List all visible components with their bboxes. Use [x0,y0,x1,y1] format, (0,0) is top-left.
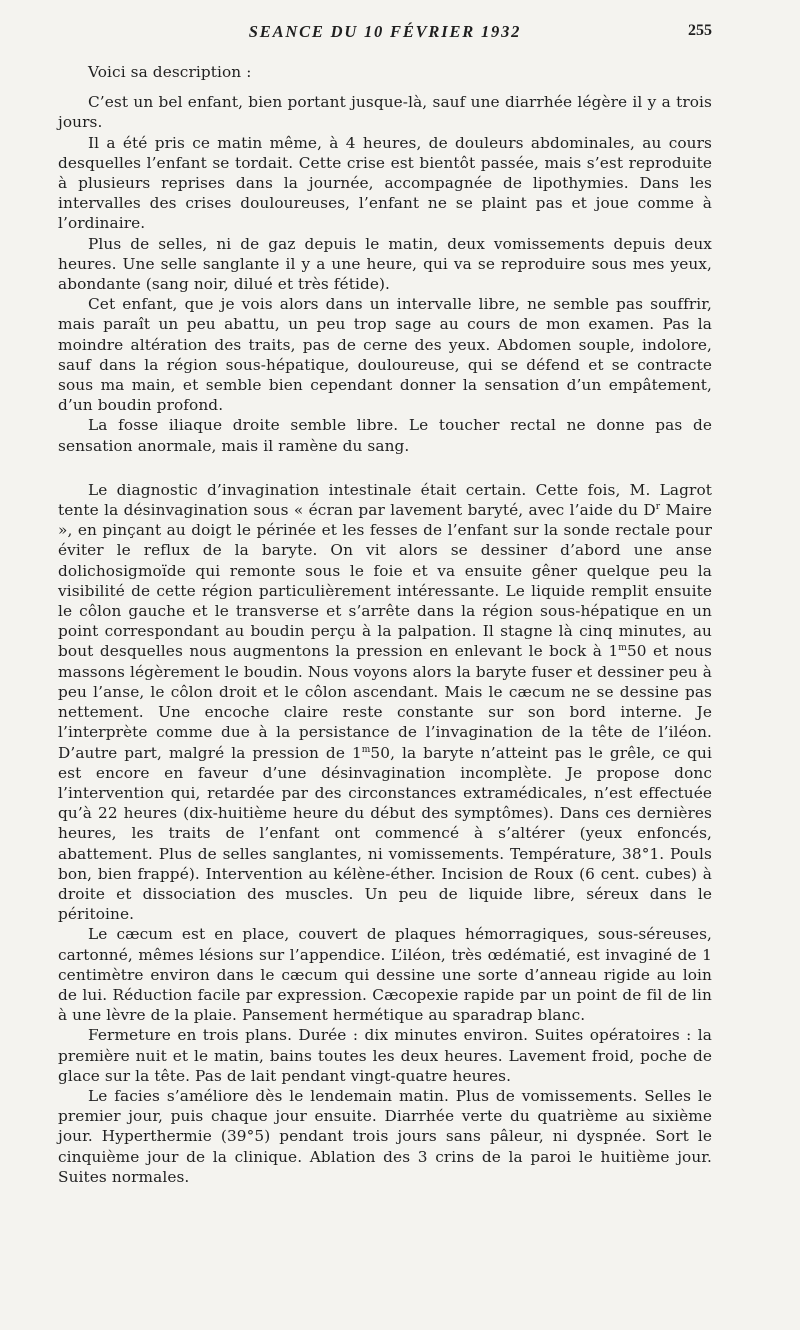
paragraph: Il a été pris ce matin même, à 4 heures, de douleurs abdominales, au cours desquelles l’enfant se tordait. Cette crise est bientôt passée, mais s’est reproduite à plusieurs reprises dans la journée, accompagnée de lipothymies. Dans les intervalles des crises douloureuses, l’enfant ne se plaint pas et joue comme à l’ordinaire. [58,133,712,233]
superscript: m [361,744,371,755]
paragraph: Cet enfant, que je vois alors dans un intervalle libre, ne semble pas souffrir, mais paraît un peu abattu, un peu trop sage au cours de mon examen. Pas la moindre altération des traits, pas de cerne des yeux. Abdomen souple, indolore, sauf dans la région sous-hépatique, douloureuse, qui se défend et se contracte sous ma main, et semble bien cependant donner la sensation d’un empâtement, d’un boudin profond. [58,295,712,415]
paragraph: Le cæcum est en place, couvert de plaques hémorragiques, sous-séreuses, cartonné, mêmes lésions sur l’appendice. L’iléon, très œdématié, est invaginé de 1 centimètre environ dans le cæcum qui dessine une sorte d’anneau rigide au loin de lui. Réduction facile par expression. Cæcopexie rapide par un point de fil de lin à une lèvre de la plaie. Pansement hermétique au sparadrap blanc. [58,925,712,1025]
paragraph: Fermeture en trois plans. Durée : dix minutes environ. Suites opératoires : la première nuit et le matin, bains toutes les deux heures. Lavement froid, poche de glace sur la tête. Pas de lait pendant vingt-quatre heures. [58,1026,712,1085]
text-run: Le diagnostic d’invagination intestinale était certain. Cette fois, M. Lagrot tente la désinvagination sous « écran par lavement baryté, avec l’aide du D [58,480,712,520]
text-run: 50 et nous massons légèrement le boudin. Nous voyons alors la baryte fuser et dessiner peu à peu l’anse, le côlon droit et le côlon ascendant. Mais le cæcum ne se dessine pas nettement. Une encoche claire reste constante sur son bord interne. Je l’interprète comme due à la persistance de l’invagination de la tête de l’iléon. D’autre part, malgré la pression de 1 [58,642,713,762]
paragraph-intro: Voici sa description : [88,63,252,81]
paragraph: Le facies s’améliore dès le lendemain matin. Plus de vomissements. Selles le premier jour, puis chaque jour ensuite. Diarrhée verte du quatrième au sixième jour. Hyperthermie (39°5) pendant trois jours sans pâleur, ni dyspnée. Sort le cinquième jour de la clinique. Ablation des 3 crins de la paroi le huitième jour. Suites normales. [58,1086,712,1186]
superscript: m [618,643,627,654]
running-head: SEANCE DU 10 FÉVRIER 1932 [248,22,522,41]
superscript: r [655,502,661,513]
paragraph: Plus de selles, ni de gaz depuis le matin, deux vomissements depuis deux heures. Une selle sanglante il y a une heure, qui va se reproduire sous mes yeux, abondante (sang noir, dilué et très fétide). [58,234,712,294]
page-number: 255 [688,22,712,39]
paragraph: La fosse iliaque droite semble libre. Le toucher rectal ne donne pas de sensation anormale, mais il ramène du sang. [58,416,712,455]
paragraph-diagnostic [58,480,712,924]
text-run: Maire », en pinçant au doigt le périnée et les fesses de l’enfant sur la sonde rectale pour éviter le reflux de la baryte. On vit alors se dessiner d’abord une anse dolichosigmoïde qui remonte sous le foie et va ensuite gêner quelque peu la visibilité de cette région particulièrement intéressante. Le liquide remplit ensuite le côlon gauche et le transverse et s’arrête dans la région sous-hépatique en un point correspondant au boudin perçu à la palpation. Il stagne là cinq minutes, au bout desquelles nous augmentons la pression en enlevant le bock à 1 [58,501,712,661]
text-run: 50, la baryte n’atteint pas le grêle, ce qui est encore en faveur d’une désinvagination incomplète. Je propose donc l’intervention qui, retardée par des circonstances extramédicales, n’est effectuée qu’à 22 heures (dix-huitième heure du début des symptômes). Dans ces dernières heures, les traits de l’enfant ont commencé à s’altérer (yeux enfoncés, abattement. Plus de selles sanglantes, ni vomissements. Température, 38°1. Pouls bon, bien frappé). Intervention au kélène-éther. Incision de Roux (6 cent. cubes) à droite et dissociation des muscles. Un peu de liquide libre, séreux dans le péritoine. [58,743,712,924]
article-body [58,62,712,1187]
paragraph: C’est un bel enfant, bien portant jusque-là, sauf une diarrhée légère il y a trois jours. [58,93,712,132]
page-header [58,22,712,44]
